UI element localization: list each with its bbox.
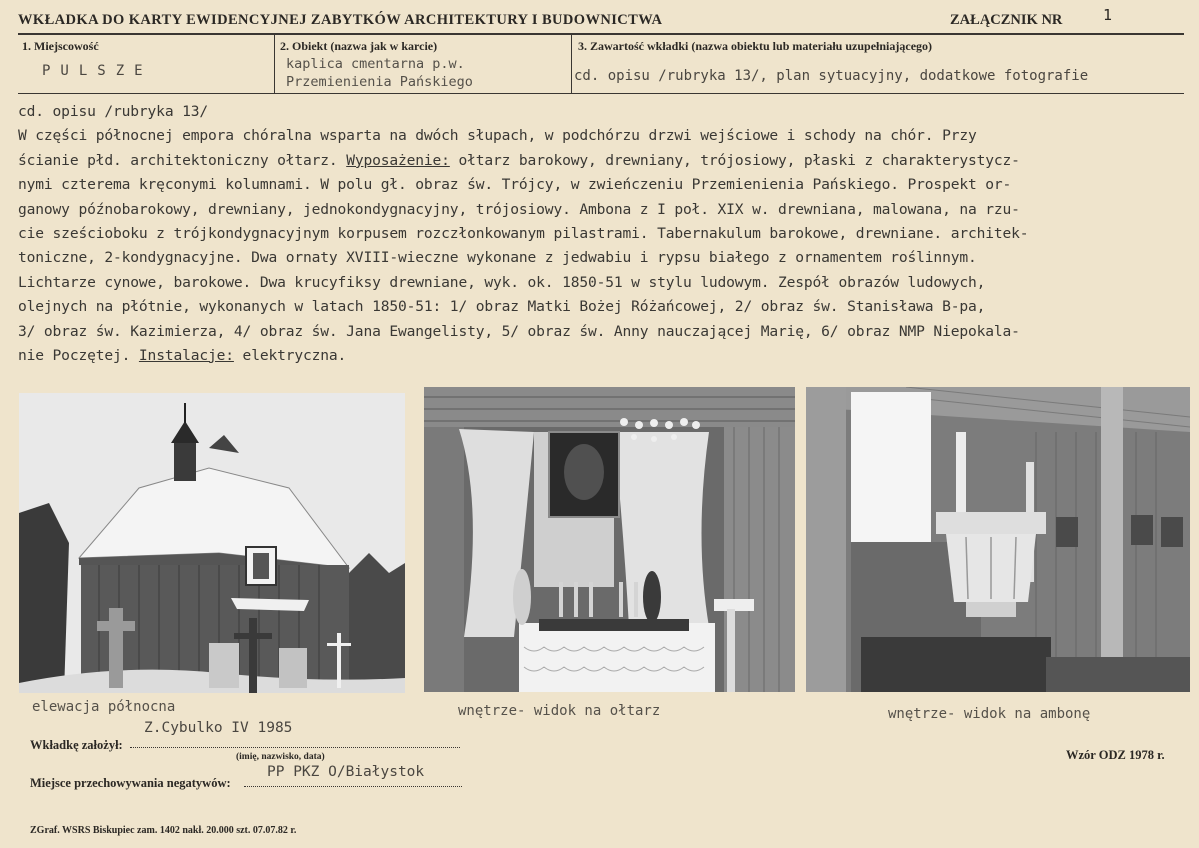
caption-altar: wnętrze- widok na ołtarz bbox=[458, 703, 661, 719]
description-line: Lichtarze cynowe, barokowe. Dwa krucyfiksy drewniane, wyk. ok. 1850-51 w stylu ludowym. Zespół obrazów ludowych, bbox=[18, 273, 986, 291]
caption-exterior: elewacja północna bbox=[32, 699, 176, 715]
photo-pulpit bbox=[806, 387, 1190, 692]
section-heading-installations: Instalacje: bbox=[138, 346, 234, 364]
text-span: ołtarz barokowy, drewniany, trójosiowy, płaski z charakterystycz- bbox=[449, 151, 1020, 169]
description-line: nymi czterema kręconymi kolumnami. W polu gł. obraz św. Trójcy, w zwieńczeniu Przemienienia Pańskiego. Prospekt or- bbox=[18, 176, 1012, 194]
founded-label: Wkładkę założył: bbox=[30, 738, 123, 752]
founded-value: Z.Cybulko IV 1985 bbox=[144, 720, 293, 736]
description-line bbox=[18, 344, 1196, 368]
description-line: toniczne, 2-kondygnacyjne. Dwa ornaty XVIII-wieczne wykonane z jedwabiu i rypsu białego z ornamentem roślinnym. bbox=[18, 249, 977, 267]
description-line: W części północnej empora chóralna wsparta na dwóch słupach, w podchórzu drzwi wejściowe i schody na chór. Przy bbox=[18, 127, 977, 145]
object-value-line2: Przemienienia Pańskiego bbox=[286, 74, 473, 90]
form-title: WKŁADKA DO KARTY EWIDENCYJNEJ ZABYTKÓW ARCHITEKTURY I BUDOWNICTWA bbox=[18, 12, 663, 28]
description-line: 3/ obraz św. Kazimierza, 4/ obraz św. Jana Ewangelisty, 5/ obraz św. Anny nauczającej Marię, 6/ obraz NMP Niepokala- bbox=[18, 322, 1020, 340]
founded-dotted-line bbox=[130, 747, 460, 748]
text-span: ścianie płd. architektoniczny ołtarz. bbox=[18, 151, 347, 169]
description-line: cd. opisu /rubryka 13/ bbox=[18, 103, 208, 120]
photo-exterior bbox=[19, 393, 405, 693]
caption-pulpit: wnętrze- widok na ambonę bbox=[888, 706, 1091, 722]
contents-value: cd. opisu /rubryka 13/, plan sytuacyjny, dodatkowe fotografie bbox=[574, 68, 1089, 84]
object-value-line1: kaplica cmentarna p.w. bbox=[286, 56, 465, 72]
form-fields bbox=[18, 35, 1184, 94]
description-line: ganowy późnobarokowy, drewniany, jednokondygnacyjny, trójosiowy. Ambona z I poł. XIX w. drewniana, malowana, na rzu- bbox=[18, 200, 1020, 218]
locality-label: 1. Miejscowość bbox=[22, 39, 99, 53]
storage-dotted-line bbox=[244, 786, 462, 787]
contents-field bbox=[574, 35, 1184, 93]
locality-field bbox=[18, 35, 275, 93]
print-info: ZGraf. WSRS Biskupiec zam. 1402 nakł. 20.000 szt. 07.07.82 r. bbox=[30, 825, 297, 836]
description-line: cie sześcioboku z trójkondygnacyjnym korpusem rozczłonkowanym pilastrami. Tabernakulum barokowe, drewniane. architek- bbox=[18, 224, 1029, 242]
description-line bbox=[18, 149, 1196, 173]
annex-label: ZAŁĄCZNIK NR bbox=[950, 12, 1063, 28]
section-heading-equipment: Wyposażenie: bbox=[346, 151, 450, 169]
text-span: elektryczna. bbox=[233, 346, 347, 364]
description-line: olejnych na płótnie, wykonanych w latach 1850-51: 1/ obraz Matki Bożej Różańcowej, 2/ obraz św. Stanisława B-pa, bbox=[18, 298, 986, 316]
storage-label: Miejsce przechowywania negatywów: bbox=[30, 776, 231, 790]
storage-value: PP PKZ O/Białystok bbox=[267, 764, 425, 780]
description-text bbox=[18, 100, 1196, 368]
pattern-label: Wzór ODZ 1978 r. bbox=[1066, 748, 1165, 762]
text-span: nie Poczętej. bbox=[18, 346, 139, 364]
object-label: 2. Obiekt (nazwa jak w karcie) bbox=[280, 39, 438, 53]
object-value bbox=[286, 55, 556, 91]
locality-value: PULSZE bbox=[42, 63, 153, 79]
annex-number: 1 bbox=[1103, 6, 1113, 24]
founded-hint: (imię, nazwisko, data) bbox=[236, 752, 325, 762]
contents-label: 3. Zawartość wkładki (nazwa obiektu lub materiału uzupełniającego) bbox=[578, 39, 933, 53]
form-header bbox=[18, 8, 1184, 32]
photo-altar bbox=[424, 387, 795, 692]
object-field bbox=[276, 35, 572, 93]
